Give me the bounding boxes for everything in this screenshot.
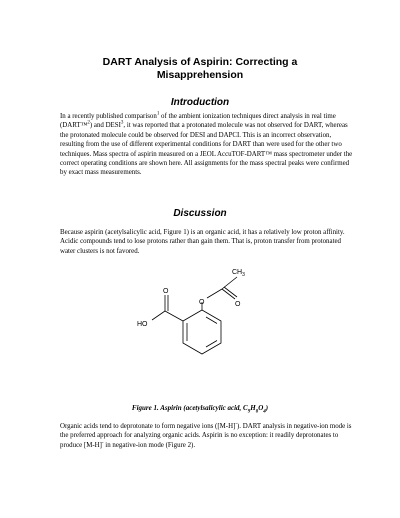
document-title: [40, 56, 360, 82]
discussion-paragraph-2: Organic acids tend to deprotonate to form negative ions ([M-H]-). DART analysis in negative-ion mode is the preferred approach for analyzing organic acids. Aspirin is no exception: it readily deprotonates to produce [M-H]- in negative-ion mode (Figure 2).: [60, 421, 352, 449]
title-line-2: Misapprehension: [156, 69, 244, 81]
discussion-paragraph-1: Because aspirin (acetylsalicylic acid, Figure 1) is an organic acid, it has a relatively low proton affinity. Acidic compounds tend to lose protons rather than gain them. That is, proton transfer from protonated water clusters is not favored.: [60, 229, 345, 255]
bond-acid-c-to-oh: [152, 311, 165, 320]
aspirin-structure-diagram: [120, 262, 280, 362]
title-line-1: DART Analysis of Aspirin: Correcting a: [102, 56, 298, 68]
acid-carbonyl-oxygen-label: O: [163, 288, 169, 295]
introduction-paragraph: In a recently published comparison$^1$ of the ambient ionization techniques direct analysis in real time (DART™$^2$) and DESI$^3$, it was reported that a protonated molecule was not observed for DART, whereas the protonated molecule could be observed for DESI and DAPCI. This is an incorrect observation, resulting from the use of different experimental conditions for DART than were used for the other two techniques. Mass spectra of aspirin measured on a JEOL AccuTOF-DART™ mass spectrometer under the correct operating conditions are shown here. All assignments for the mass spectral peaks were confirmed by exact mass measurements.: [60, 111, 353, 177]
bond-o-to-carbonyl-c: [207, 289, 222, 298]
ester-carbonyl-oxygen-label: O: [235, 301, 241, 308]
hydroxyl-label: HO: [137, 321, 148, 328]
discussion-heading: Discussion: [173, 208, 227, 219]
methyl-label: $CH_3$: [232, 269, 245, 278]
introduction-heading: Introduction: [170, 97, 230, 108]
bond-ring-to-acid-c: [165, 311, 183, 321]
ester-oxygen-label: O: [199, 299, 205, 306]
benzene-ring: [183, 310, 221, 354]
bond-c-to-methyl: [222, 277, 237, 289]
figure-1-caption: Figure 1. Aspirin (acetylsalicylic acid, $C_9H_8O_4$): [131, 404, 269, 415]
